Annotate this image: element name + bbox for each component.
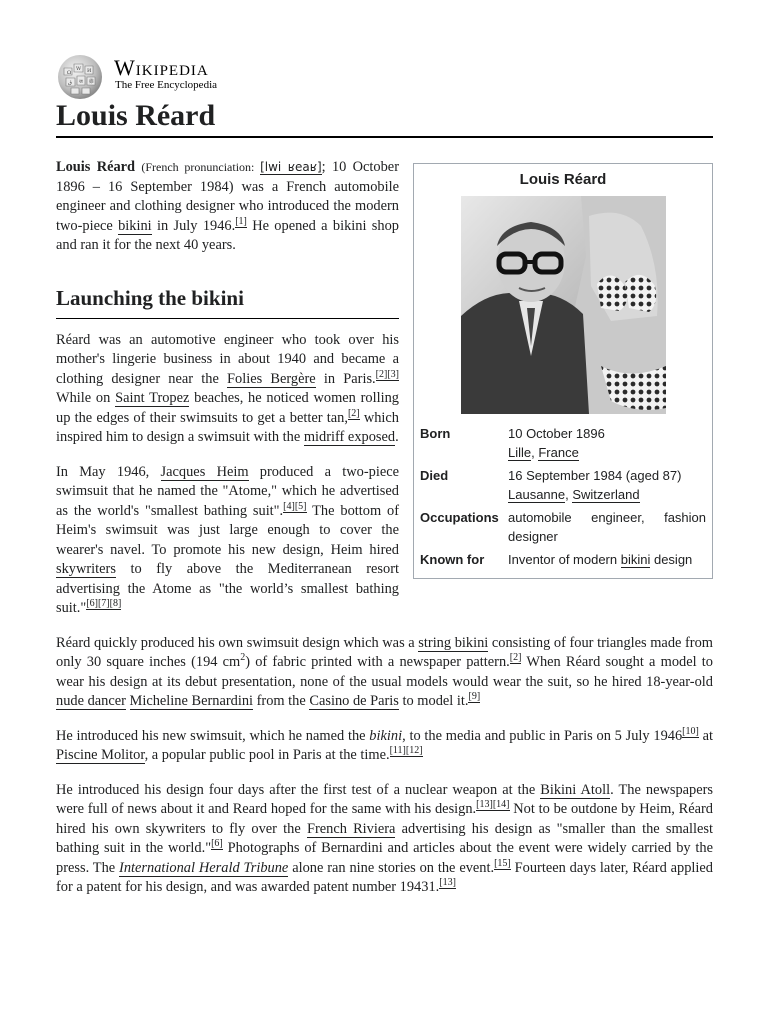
p2-text-2: produced a two-piece swimsuit that he named the "Atome," which he advertised as the world's "smallest bathing suit". xyxy=(56,463,399,519)
p5-text-6: alone ran nine stories on the event. xyxy=(288,859,495,876)
ref-2c[interactable]: [2] xyxy=(509,652,522,663)
p3-text-5: from the xyxy=(253,693,310,709)
intro-text-1: ; 10 October 1896 – 16 September 1984) was a French automobile engineer and clothing designer who introduced the modern two-piece xyxy=(56,159,399,234)
ref-1[interactable]: [1] xyxy=(235,215,247,227)
infobox-row-died xyxy=(414,466,712,504)
known-for-text: Inventor of modern xyxy=(508,551,621,567)
ref-2b[interactable]: [2] xyxy=(347,407,360,419)
portrait-photo[interactable] xyxy=(461,196,666,414)
p5-text-5: Photographs of Bernardini and articles about the event were widely carried by the press. The xyxy=(56,840,713,876)
p5-text-2: . The newspapers were full of news about it and Reard hoped for the same with his design. xyxy=(56,781,714,817)
link-french-riviera[interactable]: French Riviera xyxy=(306,820,396,837)
svg-text:Ω: Ω xyxy=(67,70,72,76)
died-value: 16 September 1984 (aged 87) Lausanne, Switzerland xyxy=(508,467,682,502)
infobox-row-known-for xyxy=(414,550,712,569)
p1-text-2: in Paris. xyxy=(315,370,376,387)
ref-12[interactable]: [12] xyxy=(405,745,423,756)
link-folies-bergere[interactable]: Folies Bergère xyxy=(227,370,316,387)
ref-3[interactable]: [3] xyxy=(387,368,399,380)
ref-14[interactable]: [14] xyxy=(492,799,510,810)
link-international-herald-tribune[interactable]: International Herald Tribune xyxy=(119,859,289,876)
site-header[interactable] xyxy=(56,54,356,100)
p1-text-3: While on xyxy=(56,390,116,406)
known-for-label: Known for xyxy=(420,551,485,567)
link-lausanne[interactable]: Lausanne xyxy=(508,486,566,502)
born-label: Born xyxy=(420,425,451,441)
p1-text-1: Réard was an automotive engineer who took over his mother's lingerie business in about 1940 and became a clothing designer near the xyxy=(56,331,399,387)
link-string-bikini[interactable]: string bikini xyxy=(418,634,489,651)
tagline: The Free Encyclopedia xyxy=(115,79,218,91)
link-saint-tropez[interactable]: Saint Tropez xyxy=(115,390,190,406)
infobox xyxy=(413,163,713,579)
infobox-row-occupations xyxy=(414,508,712,546)
known-for-text-2: design xyxy=(650,551,693,567)
ref-8[interactable]: [8] xyxy=(109,598,122,609)
svg-text:ق: ق xyxy=(68,80,72,86)
link-lille[interactable]: Lille xyxy=(508,444,532,460)
intro-text-3: He opened a bikini shop and ran it for the next 40 years. xyxy=(56,217,399,253)
link-skywriters[interactable]: skywriters xyxy=(56,561,116,577)
p4-text-3: at xyxy=(698,727,714,744)
link-micheline-bernardini[interactable]: Micheline Bernardini xyxy=(129,693,254,709)
link-midriff-exposed[interactable]: midriff exposed xyxy=(303,429,396,445)
link-bikini-atoll[interactable]: Bikini Atoll xyxy=(540,781,611,798)
link-bikini[interactable]: bikini xyxy=(118,217,152,234)
link-jacques-heim[interactable]: Jacques Heim xyxy=(160,463,249,480)
infobox-title: Louis Réard xyxy=(519,171,607,188)
ref-11[interactable]: [11] xyxy=(389,745,406,756)
p4-text-2: , to the media and public in Paris on 5 July 1946 xyxy=(402,727,683,744)
p2-text-4: to fly above the Mediterranean resort advertising the Atome as "the world’s smallest bathing suit." xyxy=(56,561,399,616)
p2-text-1: In May 1946, xyxy=(56,463,161,480)
p4-text-4: , a popular public pool in Paris at the time. xyxy=(144,747,390,763)
ref-4[interactable]: [4] xyxy=(283,500,295,512)
paragraph-4 xyxy=(56,727,713,766)
p1-text-5: which inspired him to design a swimsuit with the xyxy=(56,409,399,445)
occupations-label: Occupations xyxy=(420,509,499,525)
page-title: Louis Réard xyxy=(56,96,713,138)
section-heading-launching: Launching the bikini xyxy=(56,284,399,319)
bikini-italic: bikini xyxy=(369,727,403,744)
subject-name: Louis Réard xyxy=(56,159,136,175)
born-date: 10 October 1896 xyxy=(508,425,605,441)
died-date: 16 September 1984 (aged 87) xyxy=(508,467,682,483)
superscript-2: 2 xyxy=(240,652,246,663)
p3-text-3: ) of fabric printed with a newspaper pattern. xyxy=(245,654,510,670)
p5-text-1: He introduced his design four days after the first test of a nuclear weapon at the xyxy=(56,781,541,798)
p2-text-3: The bottom of Heim's swimsuit was just large enough to cover the wearer's navel. To promote his new design, Heim hired xyxy=(56,502,400,558)
ref-5[interactable]: [5] xyxy=(294,500,307,512)
p3-text-4: When Réard sought a model to wear his design at its debut presentation, none of the usual models would wear the suit, so he hired 18-year-old xyxy=(56,654,713,690)
p1-text-4: beaches, he noticed women rolling up the edges of their swimsuits to get a better tan, xyxy=(56,390,399,426)
ipa-link[interactable]: [lwi ʁeaʁ] xyxy=(260,160,322,174)
p4-text-1: He introduced his new swimsuit, which he named the xyxy=(56,727,370,744)
ref-13b[interactable]: [13] xyxy=(439,877,456,888)
p3-text-1: Réard quickly produced his own swimsuit design which was a xyxy=(56,634,419,651)
infobox-row-born xyxy=(414,424,712,462)
ref-13[interactable]: [13] xyxy=(476,799,493,810)
ref-6b[interactable]: [6] xyxy=(211,838,223,849)
svg-text:W: W xyxy=(76,66,82,72)
born-value: 10 October 1896 Lille, France xyxy=(508,425,605,460)
link-nude-dancer[interactable]: nude dancer xyxy=(56,693,126,709)
ref-7[interactable]: [7] xyxy=(97,598,110,609)
p5-text-4: advertising his design as "smaller than the smallest bathing suit in the world." xyxy=(56,820,714,856)
link-casino-de-paris[interactable]: Casino de Paris xyxy=(309,693,399,709)
p3-text-6: to model it. xyxy=(398,693,469,709)
ref-15[interactable]: [15] xyxy=(494,857,511,869)
pronunciation-label: (French pronunciation: xyxy=(141,160,261,174)
article-body xyxy=(56,158,713,913)
ref-9[interactable]: [9] xyxy=(468,691,481,702)
link-bikini-infobox[interactable]: bikini xyxy=(620,551,651,567)
p5-text-3: Not to be outdone by Heim, Réard hired his own skywriters to fly over the xyxy=(56,801,713,837)
svg-text:ज: ज xyxy=(79,79,83,85)
occupations-value: automobile engineer, fashion designer xyxy=(508,509,706,544)
wordmark: Wikipedia xyxy=(114,55,209,80)
ref-6[interactable]: [6] xyxy=(86,598,98,609)
ref-10[interactable]: [10] xyxy=(682,725,699,737)
link-switzerland[interactable]: Switzerland xyxy=(572,486,640,502)
svg-text:И: И xyxy=(87,68,92,74)
p5-text-7: Fourteen days later, Réard applied for a patent for his design, and was awarded patent number 19431. xyxy=(56,859,713,895)
ref-2[interactable]: [2] xyxy=(375,368,388,380)
wikipedia-globe-icon[interactable] xyxy=(56,54,104,100)
died-label: Died xyxy=(420,467,449,483)
known-for-value xyxy=(508,550,706,569)
intro-text-2: in July 1946. xyxy=(151,217,236,234)
link-piscine-molitor[interactable]: Piscine Molitor xyxy=(56,747,145,763)
paragraph-3 xyxy=(56,634,713,712)
paragraph-5 xyxy=(56,781,713,898)
svg-text:維: 維 xyxy=(89,79,95,85)
p1-text-6: . xyxy=(395,429,399,445)
link-france[interactable]: France xyxy=(538,444,579,460)
p3-text-2: consisting of four triangles made from only 30 square inches (194 cm xyxy=(56,634,713,670)
